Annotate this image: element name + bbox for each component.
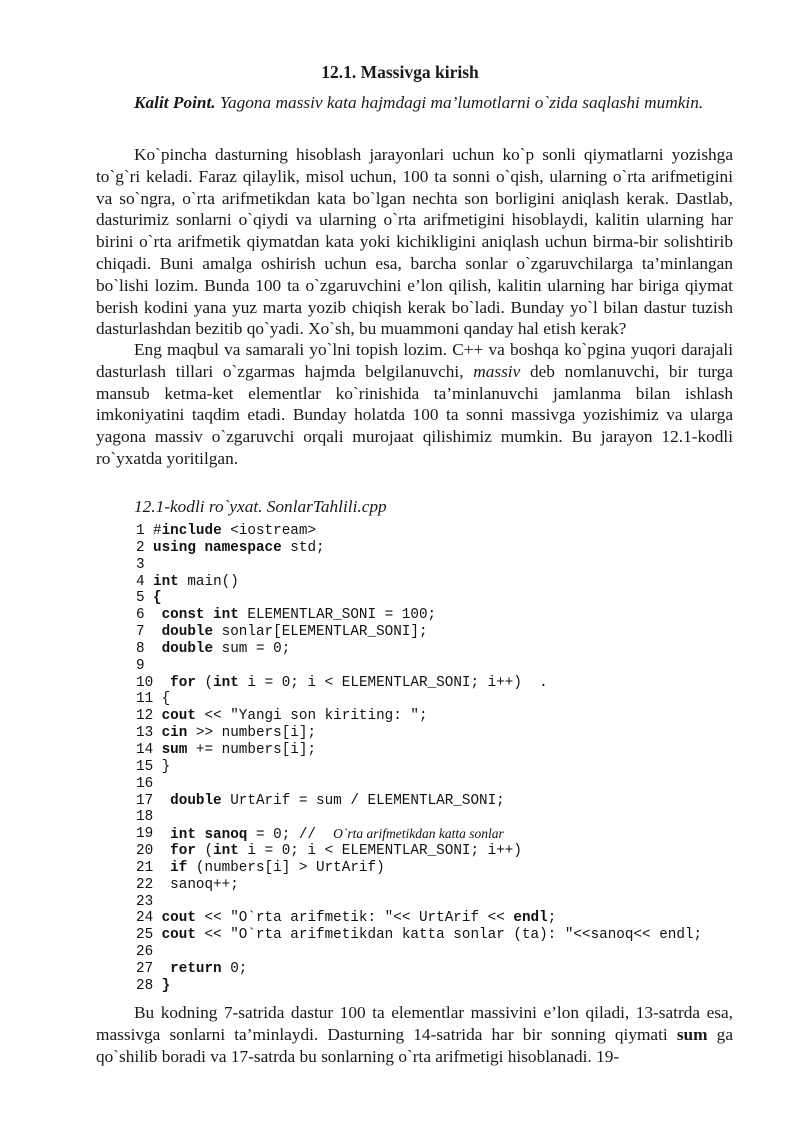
code-line [136,809,756,826]
code-line-number: 1 [136,523,145,539]
paragraph2-before: Eng maqbul va samarali yo`lni topish lozim. C++ va boshqa ko`pgina yuqori darajali dasturlash tillari o`zgarmas hajmda belgilanuvchi, [96,340,733,381]
code-line [136,658,756,675]
code-text: sonlar[ELEMENTLAR_SONI]; [213,624,428,641]
code-text: { [153,691,171,708]
code-text: i = 0; i < ELEMENTLAR_SONI; i++) [238,843,522,860]
code-text: } [153,758,171,775]
code-line-number: 26 [136,944,154,961]
code-line-number: 4 [136,573,145,590]
code-text: 0; [221,960,248,977]
code-line-number: 17 [136,792,154,809]
code-line-number: 19 [136,826,154,843]
code-line [136,557,756,574]
code-line-content [153,826,504,843]
code-text: std; [281,539,325,556]
code-line-content [153,910,556,927]
code-text: << "O`rta arifmetik: "<< UrtArif << [195,910,514,927]
code-line-number: 24 [136,910,154,927]
paragraph-intro [96,144,733,340]
code-keyword: for [153,674,196,691]
paragraph3-after: ga qo`shilib boradi va 17-satrda bu sonlarning o`rta arifmetigi hisoblanadi. 19- [96,1024,733,1066]
code-text: += numbers[i]; [187,741,317,758]
code-text: = 0; // [247,827,334,844]
code-line [136,826,756,843]
code-line-number: 23 [136,893,154,910]
code-line-number: 16 [136,775,154,792]
code-line-content [153,523,316,540]
code-line-number: 5 [136,590,145,607]
code-keyword: int [153,573,179,590]
code-line-number: 12 [136,708,154,725]
section-title: 12.1. Massivga kirish [321,62,479,82]
code-line-number: 22 [136,876,154,893]
code-line-number: 18 [136,809,154,826]
code-line-content [153,978,170,995]
code-line [136,574,756,591]
code-line-content [153,624,428,641]
code-line [136,641,756,658]
key-point [96,92,733,114]
code-line-content [153,607,436,624]
code-text: UrtArif = sum / ELEMENTLAR_SONI; [221,792,505,809]
key-point-text: Yagona massiv kata hajmdagi ma’lumotlarni o`zida saqlashi mumkin. [215,93,704,112]
code-text: sum = 0; [213,640,291,657]
code-line-number: 13 [136,725,154,742]
paragraph-explanation [96,1002,733,1067]
paragraph-array-definition [96,339,733,470]
code-line-content [153,927,702,944]
code-line [136,675,756,692]
code-line-content [153,574,239,591]
code-keyword: int [213,674,239,691]
code-comment: O`rta arifmetikdan katta sonlar [333,826,504,842]
code-line [136,793,756,810]
code-line [136,927,756,944]
code-line [136,540,756,557]
code-keyword: { [153,590,162,607]
code-line-number: 6 [136,607,145,624]
code-line-content [153,877,239,894]
code-line [136,624,756,641]
code-keyword: cout [153,927,196,944]
code-keyword: int sanoq [153,827,248,844]
code-line [136,691,756,708]
code-line [136,725,756,742]
code-line-content [153,725,316,742]
code-keyword: double [153,640,214,657]
code-line-content [153,708,428,725]
code-line [136,944,756,961]
code-text: i = 0; i < ELEMENTLAR_SONI; i++) . [238,674,548,691]
code-keyword: using namespace [153,539,282,556]
code-line-number: 20 [136,843,154,860]
code-line-content [153,675,548,692]
code-text: ( [195,674,214,691]
code-text: << "Yangi son kiriting: "; [195,708,428,725]
code-line-number: 14 [136,741,154,758]
paragraph3-bold: sum [676,1024,708,1044]
code-line-number: 25 [136,927,154,944]
code-line [136,894,756,911]
code-line [136,910,756,927]
code-keyword: sum [153,741,188,758]
code-line-content [153,860,385,877]
code-line-content [153,742,316,759]
paragraph2-emphasis: massiv [473,361,521,381]
code-line [136,590,756,607]
code-keyword: if [153,859,188,876]
code-line-number: 7 [136,624,145,641]
code-text: ; [547,910,557,927]
code-text: ELEMENTLAR_SONI = 100; [238,607,437,624]
paragraph-intro-text: Ko`pincha dasturning hisoblash jarayonlari uchun ko`p sonli qiymatlarni yozishga to`g`ri keladi. Faraz qilaylik, misol uchun, 100 ta sonni o`qish, ularning o`rta arifmetigini va so`ngra, o`rta arifmetikdan kata bo`lgan nechta son borligini aniqlash kerak. Dastlab, dasturimiz sonlarni o`qiydi va ularning o`rta arifmetigini hisoblaydi, kalitin ularning har birini o`rta arifmetik qiymatdan kata yoki kichikligini aniqlash uchun birma-bir solishtirib chiqadi. Buni amalga oshirish uchun esa, barcha sonlar o`zgaruvchilarga ta’minlangan bo`lishi lozim. Bunda 100 ta o`zgaruvchini e’lon qilish, kalitin ularning har biriga qiymat berish kodini yana yuz marta yozib chiqish kerak bo`ladi. Bunday yo`l bilan dastur tuzish dasturlashdan bezitib qo`yadi. Xo`sh, bu muammoni qanday hal etish kerak? [96,145,733,339]
code-line-number: 15 [136,758,154,775]
code-line-content [153,793,505,810]
code-text: # [153,523,162,539]
code-keyword: double [153,624,214,641]
code-keyword: const int [153,607,239,624]
code-line-content [153,641,290,658]
code-listing [136,523,756,995]
paragraph2-after: deb nomlanuvchi, bir turga mansub ketma-ket elementlar ko`rinishida ta’minlanuvchi jamlanma bilan ishlash imkoniyatini taqdim etadi. Bunday holatda 100 ta sonni massivga yozishimiz va ularga yagona massiv o`zgaruvchi orqali murojaat qilishimiz mumkin. Bu jarayon 12.1-kodli ro`yxatda yoritilgan. [96,361,733,468]
key-point-label: Kalit Point. [134,93,216,112]
code-line [136,759,756,776]
code-line-number: 28 [136,977,154,994]
code-text: <iostream> [221,523,317,539]
code-text: ( [195,843,214,860]
code-line-number: 21 [136,859,154,876]
listing-caption: 12.1-kodli ro`yxat. SonlarTahlili.cpp [134,497,387,516]
code-line-content [153,961,247,978]
code-keyword: for [153,843,196,860]
code-line [136,860,756,877]
code-line [136,523,756,540]
code-line [136,877,756,894]
code-line-content [153,590,162,607]
code-line-content [153,691,170,708]
code-line-content [153,843,522,860]
code-keyword: include [161,523,222,539]
code-keyword: int [213,843,239,860]
code-keyword: double [153,792,222,809]
code-line [136,843,756,860]
code-line [136,961,756,978]
code-text: >> numbers[i]; [187,725,317,742]
code-line-content [153,540,325,557]
code-line-number: 2 [136,539,145,556]
code-line-number: 8 [136,640,145,657]
code-line [136,978,756,995]
code-line-number: 27 [136,960,154,977]
code-line-number: 10 [136,674,154,691]
code-keyword: cout [153,910,196,927]
code-text: sanoq++; [153,876,239,893]
code-line-number: 9 [136,657,145,674]
code-keyword: } [153,977,171,994]
code-keyword: cout [153,708,196,725]
code-text: main() [178,573,239,590]
code-line [136,607,756,624]
code-line-number: 3 [136,556,145,573]
code-keyword: cin [153,725,188,742]
code-line-number: 11 [136,691,154,708]
code-text: (numbers[i] > UrtArif) [187,859,385,876]
paragraph3-before: Bu kodning 7-satrida dastur 100 ta elementlar massivini e’lon qiladi, 13-satrda esa, massivga sonlarni ta’minlaydi. Dasturning 14-satrida har bir sonning qiymati [96,1003,733,1044]
code-text: << "O`rta arifmetikdan katta sonlar (ta): "<<sanoq<< endl; [195,927,703,944]
code-line [136,776,756,793]
code-line [136,742,756,759]
code-line-content [153,759,170,776]
code-keyword: endl [513,910,548,927]
code-keyword: return [153,960,222,977]
code-line [136,708,756,725]
